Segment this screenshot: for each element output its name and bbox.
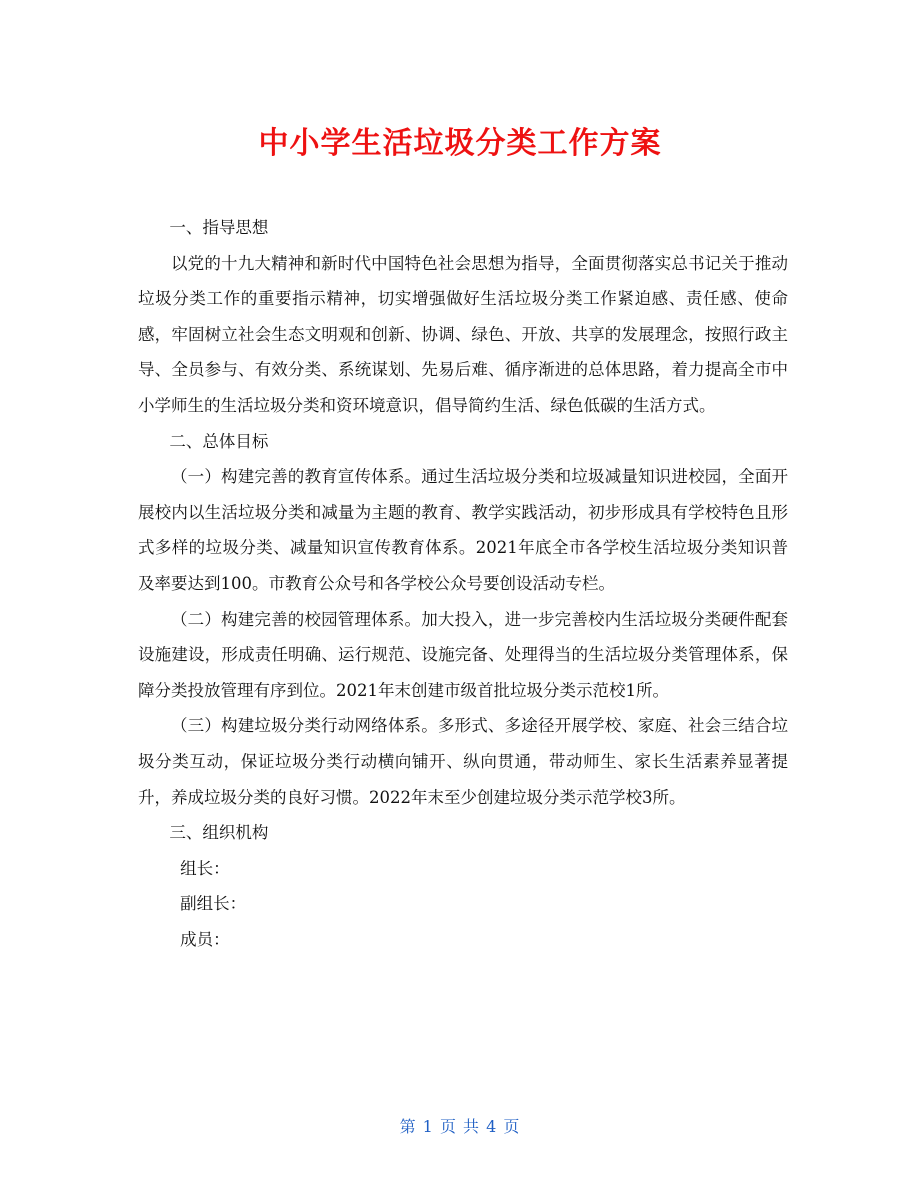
org-leader-line: 组长： [180, 858, 230, 878]
section-heading-organization: 三、组织机构 [169, 823, 269, 843]
paragraph-goal-action-network: （三）构建垃圾分类行动网络体系。多形式、多途径开展学校、家庭、社会三结合垃圾分类互动，保证垃圾分类行动横向铺开、纵向贯通，带动师生、家长生活素养显著提升，养成垃圾分类的良好习惯。2022年末至少创建垃圾分类示范学校3所。 [138, 716, 788, 807]
paragraph-guiding-ideology: 以党的十九大精神和新时代中国特色社会思想为指导，全面贯彻落实总书记关于推动垃圾分类工作的重要指示精神，切实增强做好生活垃圾分类工作紧迫感、责任感、使命感，牢固树立社会生态文明观和创新、协调、绿色、开放、共享的发展理念，按照行政主导、全员参与、有效分类、系统谋划、先易后难、循序渐进的总体思路，着力提高全市中小学师生的生活垃圾分类和资环境意识，倡导简约生活、绿色低碳的生活方式。 [138, 253, 788, 415]
document-body [138, 210, 788, 957]
paragraph-goal-education-system: （一）构建完善的教育宣传体系。通过生活垃圾分类和垃圾减量知识进校园，全面开展校内以生活垃圾分类和减量为主题的教育、教学实践活动，初步形成具有学校特色且形式多样的垃圾分类、减量知识宣传教育体系。2021年底全市各学校生活垃圾分类知识普及率要达到100。市教育公众号和各学校公众号要创设活动专栏。 [138, 467, 788, 593]
section-heading-guiding-ideology: 一、指导思想 [169, 218, 269, 237]
page-number-footer: 第 1 页 共 4 页 [399, 1117, 521, 1136]
org-members-line: 成员： [180, 929, 230, 949]
document-title: 中小学生活垃圾分类工作方案 [258, 126, 662, 161]
section-heading-overall-goals: 二、总体目标 [169, 431, 269, 451]
paragraph-goal-campus-management: （二）构建完善的校园管理体系。加大投入，进一步完善校内生活垃圾分类硬件配套设施建设，形成责任明确、运行规范、设施完备、处理得当的生活垃圾分类管理体系，保障分类投放管理有序到位。2021年末创建市级首批垃圾分类示范校1所。 [138, 609, 788, 700]
org-deputy-leader-line: 副组长： [180, 894, 247, 914]
